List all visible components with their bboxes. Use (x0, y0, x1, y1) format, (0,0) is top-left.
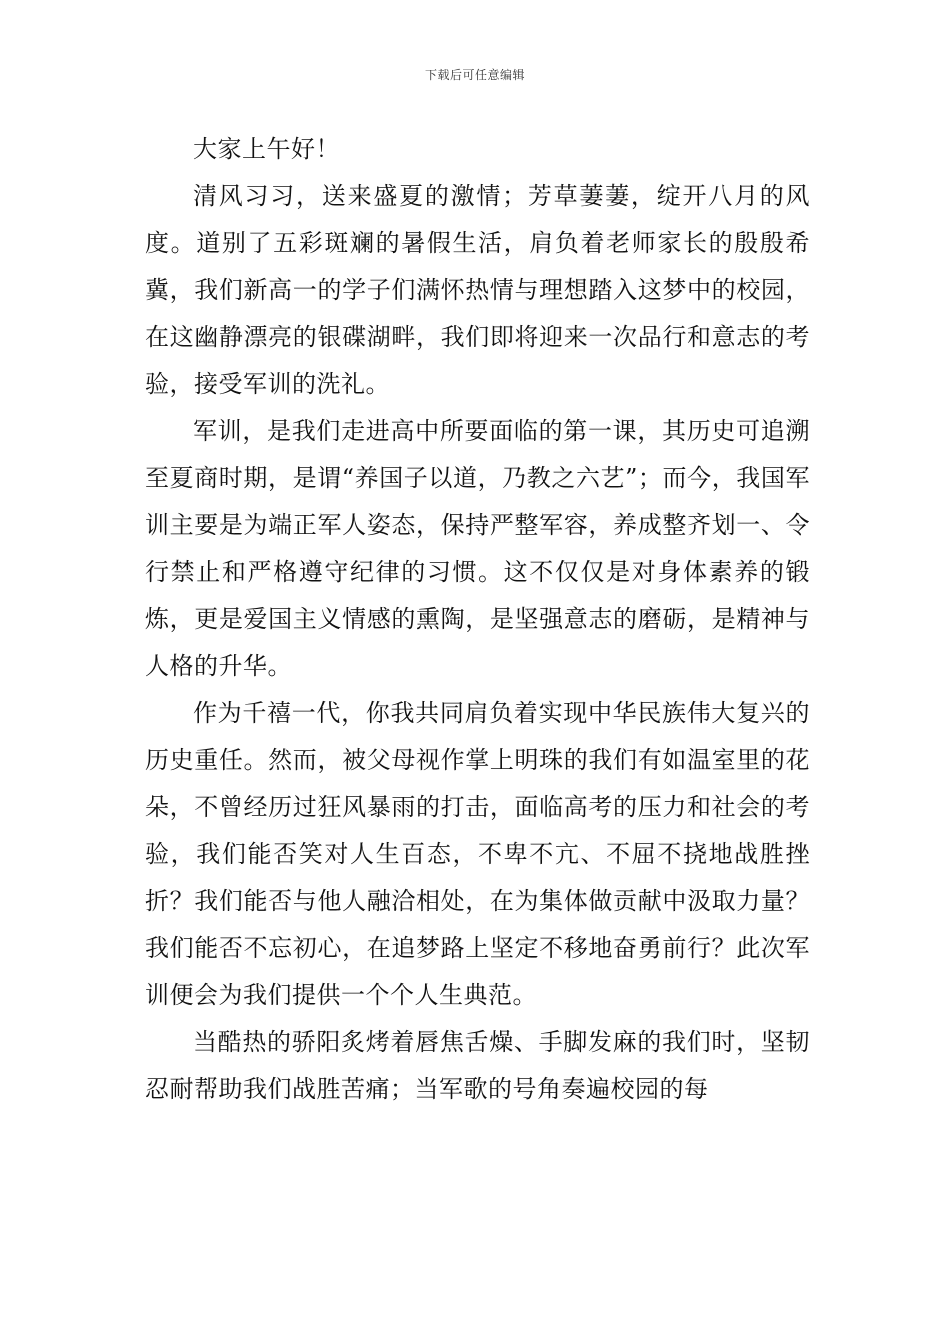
greeting-paragraph: 大家上午好！ (193, 135, 340, 163)
hardship-paragraph: 当酷热的骄阳炙烤着唇焦舌燥、手脚发麻的我们时，坚韧忍耐帮助我们战胜苦痛；当军歌的号角奏遍校园的每 (145, 1028, 810, 1103)
military-training-paragraph: 军训，是我们走进高中所要面临的第一课，其历史可追溯至夏商时期，是谓“养国子以道，乃教之六艺”；而今，我国军训主要是为端正军人姿态，保持严整军容，养成整齐划一、令行禁止和严格遵守纪律的习惯。这不仅仅是对身体素养的锻炼，更是爱国主义情感的熏陶，是坚强意志的磨砺，是精神与人格的升华。 (145, 417, 810, 680)
page-header-note: 下载后可任意编辑 (424, 68, 525, 82)
document-body (145, 126, 810, 1113)
millennial-generation-paragraph: 作为千禧一代，你我共同肩负着实现中华民族伟大复兴的历史重任。然而，被父母视作掌上明珠的我们有如温室里的花朵，不曾经历过狂风暴雨的打击，面临高考的压力和社会的考验，我们能否笑对人生百态，不卑不亢、不屈不挠地战胜挫折？我们能否与他人融洽相处，在为集体做贡献中汲取力量？我们能否不忘初心，在追梦路上坚定不移地奋勇前行？此次军训便会为我们提供一个个人生典范。 (145, 699, 810, 1009)
intro-paragraph: 清风习习，送来盛夏的激情；芳草萋萋，绽开八月的风度。道别了五彩斑斓的暑假生活，肩负着老师家长的殷殷希冀，我们新高一的学子们满怀热情与理想踏入这梦中的校园，在这幽静漂亮的银碟湖畔，我们即将迎来一次品行和意志的考验，接受军训的洗礼。 (145, 182, 810, 398)
